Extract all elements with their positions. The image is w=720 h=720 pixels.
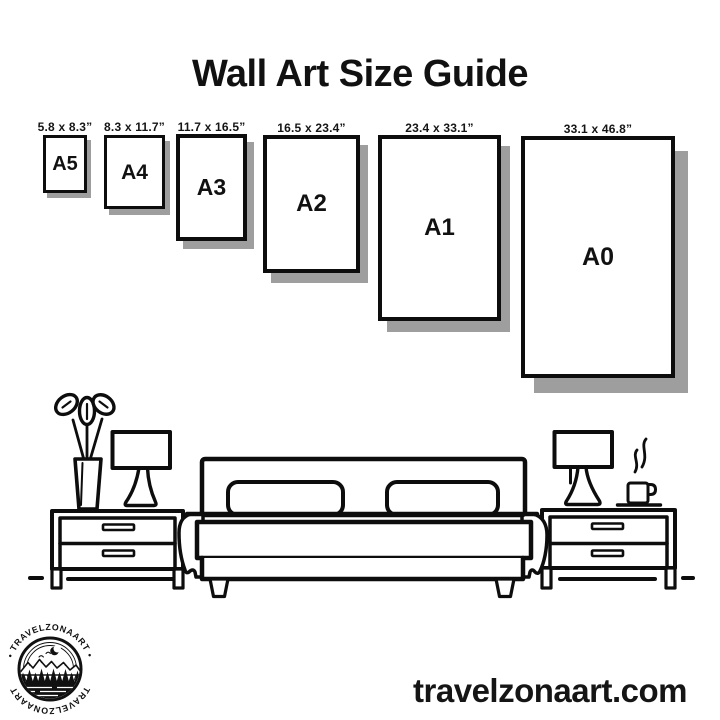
paper-a0 xyxy=(521,122,675,378)
paper-a4-label: A4 xyxy=(121,160,148,184)
paper-a5 xyxy=(37,120,93,193)
nightstand-left-icon xyxy=(52,511,183,588)
paper-a3 xyxy=(176,120,247,241)
steam-lines xyxy=(635,439,646,472)
paper-a5-label: A5 xyxy=(52,153,78,175)
mattress-front xyxy=(197,522,531,558)
bedroom-illustration xyxy=(0,380,720,600)
paper-a0-label: A0 xyxy=(582,242,614,271)
bed-leg-right xyxy=(496,579,514,597)
logo-arc-text-top: • TRAVELZONAART • xyxy=(4,621,96,659)
page-title: Wall Art Size Guide xyxy=(191,53,529,96)
logo-arc-text-bottom: TRAVELZONAART xyxy=(8,685,92,717)
paper-a4 xyxy=(104,120,165,209)
paper-a5-dimensions: 5.8 x 8.3” xyxy=(37,120,93,134)
website-url: travelzonaart.com xyxy=(413,672,687,709)
bed-leg-left xyxy=(210,579,228,597)
vase-plant-icon xyxy=(52,390,118,509)
pillow-right xyxy=(387,482,498,515)
paper-a2-dimensions: 16.5 x 23.4” xyxy=(277,121,346,135)
paper-a1-label: A1 xyxy=(424,214,455,241)
pillow-left xyxy=(228,482,343,515)
nightstand-right-icon xyxy=(542,510,675,588)
bed-base xyxy=(202,558,523,579)
paper-a4-dimensions: 8.3 x 11.7” xyxy=(104,120,165,134)
brand-logo-badge xyxy=(2,621,98,717)
paper-a2 xyxy=(263,121,360,273)
table-lamp-right-icon xyxy=(555,432,613,505)
paper-a2-label: A2 xyxy=(296,190,327,217)
paper-a0-dimensions: 33.1 x 46.8” xyxy=(563,122,633,136)
paper-a3-dimensions: 11.7 x 16.5” xyxy=(177,120,246,134)
paper-a1-dimensions: 23.4 x 33.1” xyxy=(405,121,474,135)
coffee-cup-icon xyxy=(618,439,661,505)
paper-a1 xyxy=(378,121,501,321)
paper-a3-label: A3 xyxy=(196,174,227,200)
bed-icon xyxy=(179,459,547,597)
table-lamp-left-icon xyxy=(113,432,171,506)
